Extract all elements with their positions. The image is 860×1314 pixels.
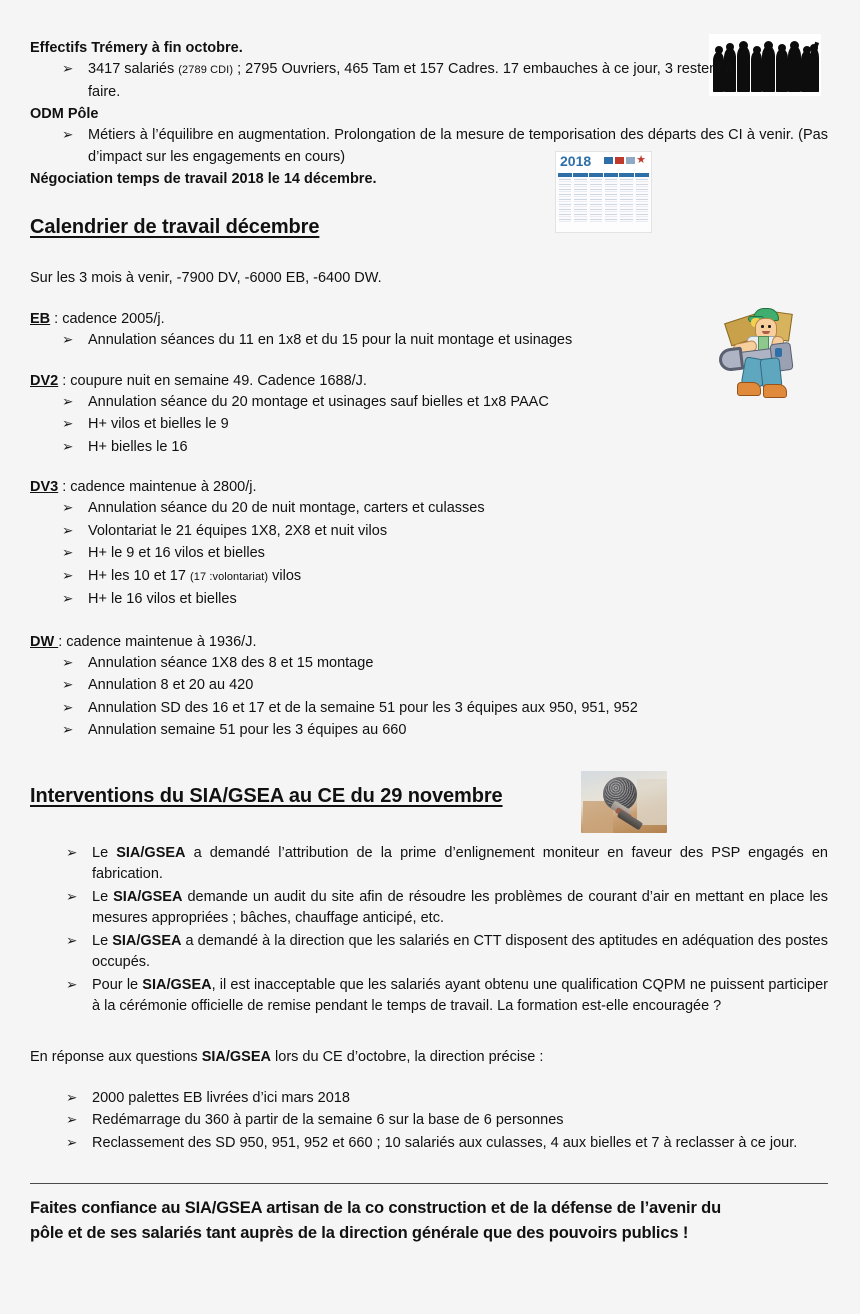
volontariat-note: (17 :volontariat) (189, 570, 269, 583)
list-item (30, 887, 828, 930)
arrow-bullet-icon: ➢ (62, 654, 74, 671)
item-after: a demandé l’attribution de la prime d’enlignement moniteur en faveur des PSP engagés en fabrication. (92, 844, 828, 882)
list-item-text: H+ vilos et bielles le 9 (88, 416, 229, 432)
list-item-text: H+ le 16 vilos et bielles (88, 591, 237, 607)
footer-slogan-line1: Faites confiance au SIA/GSEA artisan de la co construction et de la défense de l’avenir du (30, 1199, 722, 1217)
item-after: demande un audit du site afin de résoudre les problèmes de courant d’air en mettant en place les mesures appropriées ; bâches, chauffage anticipé, etc. (92, 888, 828, 926)
response-lead-after: lors du CE d’octobre, la direction précise : (271, 1048, 544, 1065)
list-item (30, 1133, 828, 1155)
group-code-dv2: DV2 (30, 372, 59, 389)
heading-odm: ODM Pôle (30, 106, 99, 122)
item-before: Le (92, 888, 114, 905)
effectifs-list (30, 59, 828, 103)
list-item (30, 392, 828, 414)
list-item (30, 931, 828, 974)
list-item-text: Annulation SD des 16 et 17 et de la semaine 51 pour les 3 équipes aux 950, 951, 952 (88, 699, 638, 716)
group-suffix-dv3: : cadence maintenue à 2800/j. (58, 479, 257, 495)
list-item-text: 2000 palettes EB livrées d’ici mars 2018 (92, 1089, 350, 1106)
list-item (30, 59, 748, 103)
list-item (30, 975, 828, 1018)
list-item (30, 330, 828, 352)
odm-list (30, 125, 828, 168)
section-title-interventions: Interventions du SIA/GSEA au CE du 29 novembre (30, 784, 503, 807)
list-item-text: Annulation séance 1X8 des 8 et 15 montage (88, 654, 374, 671)
list-item (30, 543, 828, 565)
list-item-text-before: H+ les 10 et 17 (88, 567, 190, 584)
section-title-calendrier: Calendrier de travail décembre (30, 216, 320, 238)
group-heading-eb (30, 309, 828, 330)
list-item (30, 1088, 828, 1110)
group-suffix-dv2: : coupure nuit en semaine 49. Cadence 1688/J. (58, 372, 367, 389)
item-after: , il est inacceptable que les salariés ayant obtenu une qualification CQPM ne puissent participer à la cérémonie officielle de remise pendant le temps de travail. La formation est-elle encouragée ? (92, 976, 828, 1014)
list-item (30, 521, 828, 543)
arrow-bullet-icon: ➢ (66, 1134, 78, 1151)
effectifs-cdi-note: (2789 CDI) (178, 64, 234, 76)
arrow-bullet-icon: ➢ (66, 1112, 78, 1128)
arrow-bullet-icon: ➢ (62, 332, 74, 348)
group-heading-dw (30, 632, 828, 653)
group-list-dv3 (30, 498, 828, 611)
list-item (30, 498, 828, 520)
list-item (30, 437, 828, 459)
calendrier-lead: Sur les 3 mois à venir, -7900 DV, -6000 EB, -6400 DW. (30, 270, 382, 286)
group-suffix-dw: : cadence maintenue à 1936/J. (58, 633, 257, 650)
group-suffix-eb: : cadence 2005/j. (50, 311, 165, 327)
group-heading-dv2 (30, 371, 828, 392)
list-item-text: Volontariat le 21 équipes 1X8, 2X8 et nuit vilos (88, 522, 388, 539)
list-item-text: Annulation séance du 20 montage et usinages sauf bielles et 1x8 PAAC (88, 393, 549, 410)
arrow-bullet-icon: ➢ (66, 888, 78, 905)
response-list (30, 1088, 828, 1155)
arrow-bullet-icon: ➢ (62, 393, 74, 410)
arrow-bullet-icon: ➢ (62, 127, 74, 143)
group-code-dw: DW (30, 633, 59, 650)
star-icon: ★ (636, 154, 646, 166)
heading-effectifs: Effectifs Trémery à fin octobre. (30, 40, 243, 56)
response-lead-strong: SIA/GSEA (201, 1048, 271, 1065)
item-before: Le (92, 844, 117, 861)
calendar-year-label: 2018 (560, 153, 592, 169)
arrow-bullet-icon: ➢ (62, 522, 74, 539)
arrow-bullet-icon: ➢ (62, 545, 74, 561)
item-after: a demandé à la direction que les salariés en CTT disposent des aptitudes en adéquation des postes occupés. (92, 932, 828, 970)
effectifs-part2: ; 2795 Ouvriers, 465 Tam et 157 Cadres. 17 embauches à ce jour, 3 restent à faire. (88, 61, 734, 100)
response-lead-before: En réponse aux questions (30, 1048, 202, 1065)
response-lead (30, 1047, 828, 1068)
arrow-bullet-icon: ➢ (62, 438, 74, 455)
intro-block (30, 38, 828, 190)
footer-slogan-line2: pôle et de ses salariés tant auprès de la direction générale que des pouvoirs publics ! (30, 1224, 689, 1242)
arrow-bullet-icon: ➢ (62, 61, 74, 77)
effectifs-part1: 3417 salariés (88, 61, 179, 77)
list-item-text: Redémarrage du 360 à partir de la semaine 6 sur la base de 6 personnes (92, 1112, 564, 1128)
list-item (30, 720, 828, 742)
list-item (30, 1110, 828, 1132)
group-list-eb (30, 330, 828, 352)
arrow-bullet-icon: ➢ (62, 591, 74, 607)
list-item-text: H+ le 9 et 16 vilos et bielles (88, 545, 265, 561)
item-strong: SIA/GSEA (113, 888, 183, 905)
item-before: Pour le (92, 976, 143, 993)
list-item-text: Annulation séance du 20 de nuit montage, carters et culasses (88, 500, 485, 516)
group-list-dw (30, 653, 828, 742)
list-item-text: Annulation semaine 51 pour les 3 équipes au 660 (88, 722, 407, 738)
arrow-bullet-icon: ➢ (62, 722, 74, 738)
odm-text: Métiers à l’équilibre en augmentation. Prolongation de la mesure de temporisation des départs des CI à venir. (Pas d’impact sur les engagements en cours) (88, 127, 828, 165)
heading-negociation: Négociation temps de travail 2018 le 14 décembre. (30, 171, 377, 187)
group-heading-dv3 (30, 477, 828, 498)
interventions-list (30, 843, 828, 1018)
list-item-text: H+ bielles le 16 (88, 438, 188, 455)
arrow-bullet-icon: ➢ (66, 1089, 78, 1106)
arrow-bullet-icon: ➢ (62, 567, 74, 584)
list-item (30, 698, 828, 720)
item-strong: SIA/GSEA (112, 932, 182, 949)
arrow-bullet-icon: ➢ (66, 976, 78, 993)
microphone-image (581, 771, 667, 833)
list-item-text: Annulation 8 et 20 au 420 (88, 677, 254, 693)
list-item (30, 414, 828, 436)
arrow-bullet-icon: ➢ (66, 844, 78, 861)
list-item (30, 843, 828, 886)
list-item (30, 125, 828, 168)
list-item (30, 675, 828, 697)
list-item (30, 653, 828, 675)
arrow-bullet-icon: ➢ (66, 932, 78, 949)
list-item-text: Annulation séances du 11 en 1x8 et du 15 pour la nuit montage et usinages (88, 332, 573, 348)
list-item-text-after: vilos (268, 567, 302, 584)
item-before: Le (92, 932, 113, 949)
arrow-bullet-icon: ➢ (62, 699, 74, 716)
arrow-bullet-icon: ➢ (62, 500, 74, 516)
list-item-text: Reclassement des SD 950, 951, 952 et 660 ; 10 salariés aux culasses, 4 aux bielles et 7 à reclasser à ce jour. (92, 1134, 798, 1151)
group-code-eb: EB (30, 311, 51, 327)
arrow-bullet-icon: ➢ (62, 677, 74, 693)
group-list-dv2 (30, 392, 828, 459)
item-strong: SIA/GSEA (142, 976, 212, 993)
list-item (30, 566, 828, 589)
arrow-bullet-icon: ➢ (62, 416, 74, 432)
group-code-dv3: DV3 (30, 479, 59, 495)
item-strong: SIA/GSEA (116, 844, 186, 861)
list-item (30, 589, 828, 611)
